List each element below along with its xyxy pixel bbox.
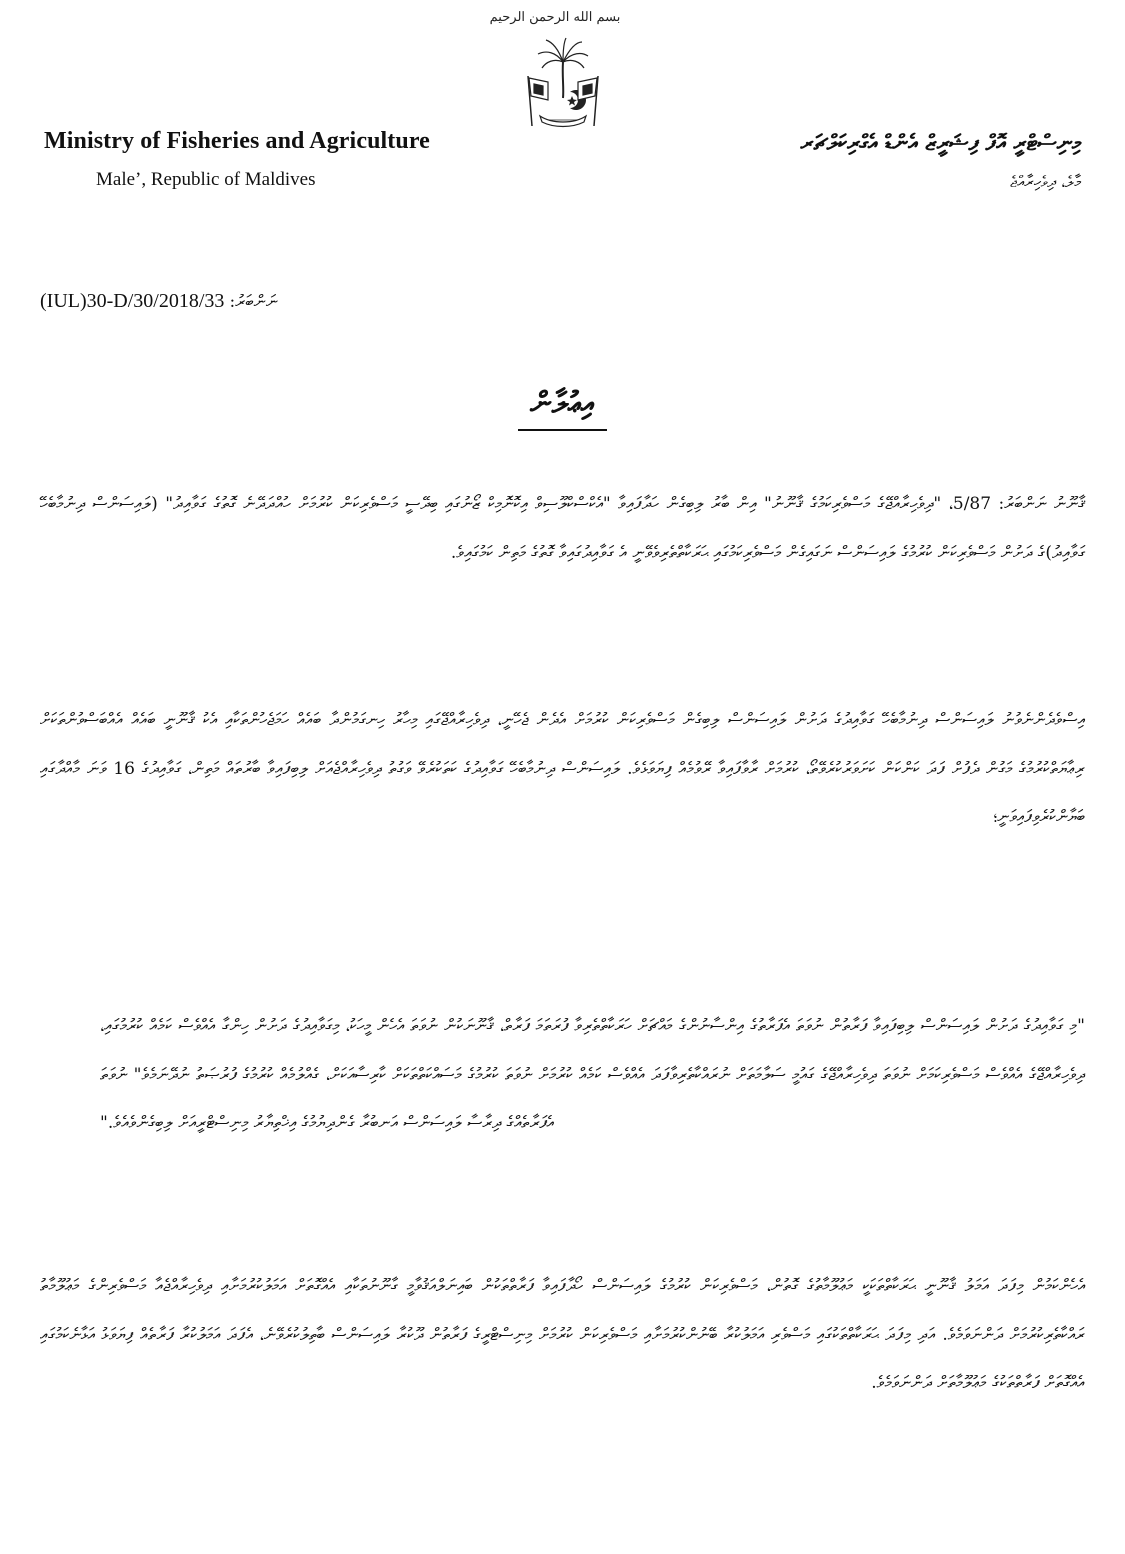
body-paragraph-2-tail: 16 ވަނަ މާއްދާގައި ބަޔާންކުރެވިފައިވަނީ؛ — [40, 758, 1085, 827]
body-paragraph-1: ޤާނޫނު ނަންބަރު: 5/87، "ދިވެހިރާއްޖޭގެ މަސްވެރިކަމުގެ ޤާނޫނު" އިން ބާރު ލިބިގެން ހަދާފައިވާ "އެކްސްކްލޫސިވް އިކޮނޮމިކް ޒޯނުގައި ބިދޭސީ މަސްވެރިކަން ކުރުމަށް ހުއްދަދޭނެ ގޮތުގެ ގަވާއިދު" (ލައިސަންސް ދިނުމާބެހޭ ގަވާއިދު)ގެ ދަށުން މަސްވެރިކަން ކުރުމުގެ ލައިސަންސް ނަގައިގެން މަސްވެރިކަމުގައި ޙަރަކާތްތެރިވެވޭނީ އެ ގަވާއިދުގައިވާ ގޮތުގެ މަތިން ކަމުގައިވެ. — [40, 494, 1085, 563]
document-title-text: އިޢުލާން — [518, 386, 607, 431]
english-location: Male’, Republic of Maldives — [96, 169, 316, 190]
body-paragraph-2 — [40, 696, 1085, 842]
reference-number: (IUL)30-D/30/2018/33 — [40, 290, 225, 312]
body-paragraph-2-text: އިސްވެދެންނެވުނު ލައިސަންސް ދިނުމާބެހޭ ގަވާއިދުގެ ދަށުން ލައިސަންސް ލިބިގެން މަސްވެރިކަން ކުރުމަށް އެދެން ޖެހޭނީ، ދިވެހިރާއްޖޭގައި މިހާރު ހިނގަމުންދާ ބައެއް ހަމަޖެހުންތަކާއި އެކު ޤާނޫނީ ބައެއް އެއްބަސްވުންތަކަށް ރިޢާޔަތްކުރުމުގެ މަގުން ދެފުށް ފަދަ ކަންކަން ކަށަވަރުކުރެވޭތޯ، ކުރުމަށް ރާވާފައިވާ ރޭވުމެއް ފިޔަވަޅެވެ. ލައިސަންސް ދިނުމާބެހޭ ގަވާއިދުގެ ކަތަކުރެވޭ ވަގުތު ދިވެހިރާއްޖެއަށް ލިބިފައިވާ ބާރުތައް މަތިން، ގަވާއިދުގެ — [40, 710, 1085, 779]
dhivehi-ministry-name: މިނިސްޓްރީ އޮފް ފިޝަރީޒް އެންޑް އެގްރިކަލްޗަރ — [800, 130, 1081, 156]
body-paragraph-4: އެހެންކަމުން މިފަދަ އަމަލު ޤާނޫނީ ޙަރަކާތްތަކަކީ މަޢުލޫމާތުގެ ގޮތުން، މަސްވެރިކަން ކުރުމުގެ ލައިސަންސް ހޯދާފައިވާ ފަރާތްތަކުން ބައިނަލްއަޤުވާމީ ގާނޫނުތަކާއި އެއްގޮތަށް އަމަލުކުރުމަށާއި ދިވެހިރާއްޖެއާ މަސްވެރިންގެ މަޢުލޫމާތު ރައްކާތެރިކުރުމަށް ދަންނަވަމެވެ. އަދި މިފަދަ ޙަރަކާތްތަކުގައި މަސްވެރި އަމަލުކުރާ ބޭނުންކުރުމަށާއި މަސްވެރިކަން ކުރުމަށް މިނިސްޓްރީގެ ފަރާތުން ދޫކުރާ ލައިސަންސް ބާތިލުކުރެވޭނެ، އެފަދަ އަމަލުކުރާ ފަރާތެއް ފިޔަވަޅު އަޅާނެކަމުގައި އެއްގޮތަށް ފަރާތްތަކުގެ މަޢުލޫމާތަށް ދަންނަވަމެވެ. — [40, 1276, 1085, 1393]
english-ministry-name: Ministry of Fisheries and Agriculture — [44, 128, 430, 154]
reference-label: ނަންބަރު: — [229, 292, 278, 312]
quoted-article-16: "މި ގަވާއިދުގެ ދަށުން ލައިސަންސް ލިބިފައިވާ ފަރާތުން ނުވަތަ އެފަރާތުގެ އިންސާނުންގެ މައްޗަށް ހަރަކާތްތެރިވާ ފުރަތަމަ ފަރާތް، ޤާނޫނަކުން ނުވަތަ އެހެން މީހަކު، މިގަވާއިދުގެ ދަށުން ހިންގާ އެއްވެސް ކަމެއް ކުރުމުގައި، ދިވެހިރާއްޖޭގެ އެއްވެސް މަސްވެރިކަމަށް ނުވަތަ ދިވެހިރާއްޖޭގެ ގައުމީ ސަލާމަތަށް ނުރައްކާތެރިވާފަދަ އެއްވެސް ކަމެއް ކުރުމަށް ނުވަތަ ކުރުމުގެ މަސައްކަތްތަކަށް ކާރިސާއަކަށް، ގެއްލުމެއް ކުރުމުގެ ފުރުޞަތު ނުދޭނަމެވެ" ނުވަތަ އެފަރާތެއްގެ ދިރާސާ ލައިސަންސް އަނބުރާ ގެންދިޔުމުގެ އިޚްތިޔާރު މިނިސްޓްރީއަށް ލިބިގެންވެއެވެ." — [100, 1016, 1085, 1133]
dhivehi-location: މާލެ، ދިވެހިރާއްޖެ — [1010, 172, 1081, 191]
dhivehi-letterhead — [641, 130, 1081, 192]
bismillah-calligraphy: بسم الله الرحمن الرحيم — [489, 10, 621, 25]
english-letterhead — [44, 128, 504, 191]
maldives-state-emblem-icon — [518, 36, 608, 128]
reference-line — [40, 290, 440, 313]
document-title — [0, 386, 1125, 431]
